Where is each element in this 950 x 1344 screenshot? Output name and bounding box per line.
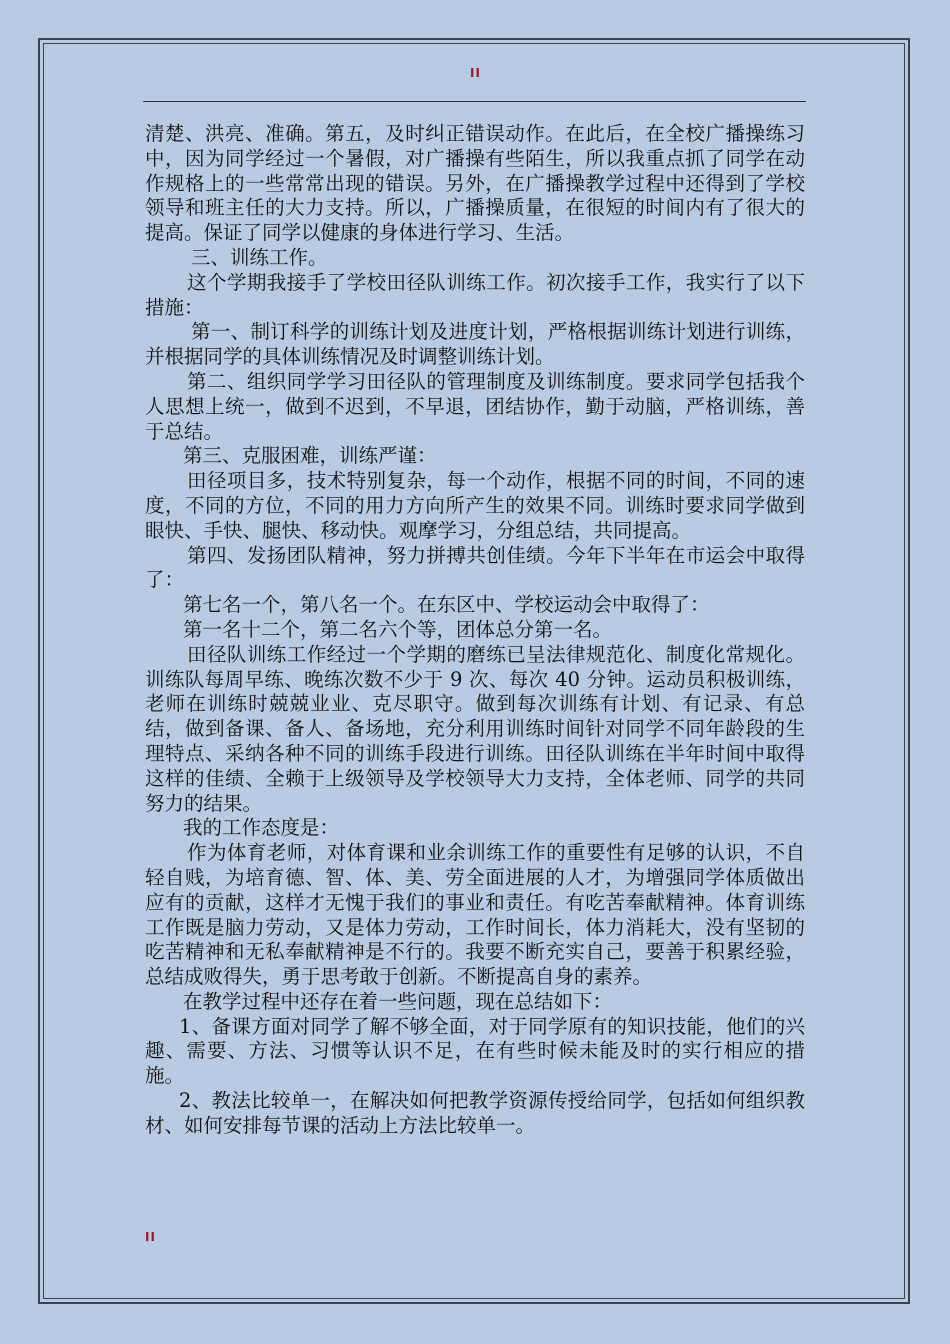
header-rule [143,101,806,102]
paragraph: 第一名十二个，第二名六个等，团体总分第一名。 [183,617,613,641]
paragraph: 田径队训练工作经过一个学期的磨练已呈法律规范化、制度化常规化。训练队每周早练、晚练次数不少于 9 次、每次 40 分钟。运动员积极训练，老师在训练时兢兢业业、克尽职守。做到每次训练有计划、有记录、有总结，做到备课、备人、备场地，充分利用训练时间针对同学不同年龄段的生理特点、采纳各种不同的训练手段进行训练。田径队训练在半年时间中取得这样的佳绩、全赖于上级领导及学校领导大力支持，全体老师、同学的共同努力的结果。 [145,642,805,815]
paragraph: 田径项目多，技术特别复杂，每一个动作，根据不同的时间，不同的速度，不同的方位，不同的用力方向所产生的效果不同。训练时要求同学做到眼快、手快、腿快、移动快。观摩学习，分组总结，共同提高。 [145,469,805,542]
paragraph: 这个学期我接手了学校田径队训练工作。初次接手工作，我实行了以下措施： [145,270,805,319]
list-item: 2、教法比较单一，在解决如何把教学资源传授给同学，包括如何组织教材、如何安排每节课的活动上方法比较单一。 [145,1089,805,1137]
list-item: 1、备课方面对同学了解不够全面，对于同学原有的知识技能，他们的兴趣、需要、方法、习惯等认识不足，在有些时候未能及时的实行相应的措施。 [145,1014,805,1088]
paragraph: 第三、克服困难，训练严谨： [183,444,437,468]
paragraph: 第一、制订科学的训练计划及进度计划，严格根据训练计划进行训练，并根据同学的具体训练情况及时调整训练计划。 [145,320,805,369]
header-page-mark: II [470,66,481,80]
paragraph: 第二、组织同学学习田径队的管理制度及训练制度。要求同学包括我个人思想上统一，做到不迟到，不早退，团结协作，勤于动脑，严格训练，善于总结。 [145,369,805,443]
section-heading: 三、训练工作。 [191,245,328,269]
paragraph: 在教学过程中还存在着一些问题，现在总结如下： [183,989,613,1013]
paragraph: 我的工作态度是： [183,816,340,840]
paragraph: 第四、发扬团队精神，努力拼搏共创佳绩。今年下半年在市运会中取得了： [145,543,805,592]
paragraph: 作为体育老师，对体育课和业余训练工作的重要性有足够的认识，不自轻自贱，为培育德、智、体、美、劳全面进展的人才，为增强同学体质做出应有的贡献，这样才无愧于我们的事业和责任。有吃苦奉献精神。体育训练工作既是脑力劳动，又是体力劳动，工作时间长，体力消耗大，没有坚韧的吃苦精神和无私奉献精神是不行的。我要不断充实自己，要善于积累经验，总结成败得失，勇于思考敢于创新。不断提高自身的素养。 [145,841,805,989]
footer-page-mark: II [145,1230,156,1244]
paragraph: 第七名一个，第八名一个。在东区中、学校运动会中取得了： [183,593,710,617]
document-body [145,122,805,1139]
paragraph: 清楚、洪亮、准确。第五，及时纠正错误动作。在此后，在全校广播操练习中，因为同学经过一个暑假，对广播操有些陌生，所以我重点抓了同学在动作规格上的一些常常出现的错误。另外，在广播操教学过程中还得到了学校领导和班主任的大力支持。所以，广播操质量，在很短的时间内有了很大的提高。保证了同学以健康的身体进行学习、生活。 [145,122,805,245]
